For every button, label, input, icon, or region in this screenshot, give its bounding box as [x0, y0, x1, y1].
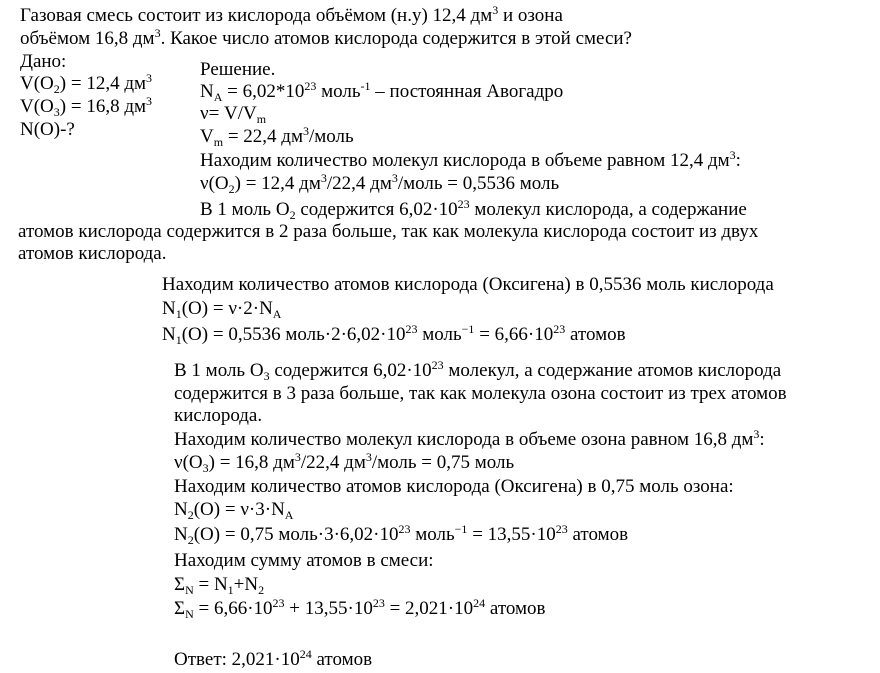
text-run: Находим сумму атомов в смеси:: [174, 550, 434, 571]
text-run: N: [200, 81, 214, 102]
superscript: 23: [372, 596, 385, 610]
subscript: A: [284, 508, 294, 522]
problem-line-1: [20, 3, 563, 26]
text-run: = 2,021·10: [384, 598, 474, 619]
subscript: 3: [263, 369, 270, 383]
text-run: Газовая смесь состоит из кислорода объёмом (н.у) 12,4 дм: [20, 5, 493, 26]
superscript: -1: [360, 79, 371, 93]
text-run: . Какое число атомов кислорода содержится в этой смеси?: [160, 28, 632, 49]
subscript: m: [213, 135, 224, 149]
text-run: атомов: [565, 324, 626, 345]
superscript: 3: [320, 171, 327, 185]
text-run: молекул кислорода, а содержание: [469, 199, 747, 220]
text-run: и озона: [498, 5, 563, 26]
subscript: A: [272, 307, 282, 321]
superscript: 3: [146, 94, 153, 108]
text-run: Решение.: [200, 59, 276, 80]
subscript: 2: [289, 208, 296, 222]
subscript: 2: [187, 533, 194, 547]
find-atoms-o2: [162, 275, 774, 294]
problem-line-2: [20, 26, 632, 49]
superscript: −1: [454, 522, 468, 536]
text-run: + 13,55·10: [284, 598, 373, 619]
text-run: моль: [316, 81, 361, 102]
text-run: ν(O: [174, 452, 203, 473]
superscript: 3: [146, 71, 153, 85]
find-molecules-o2: [200, 148, 741, 171]
text-run: :: [759, 429, 765, 450]
text-run: Σ: [174, 598, 186, 619]
text-run: молекул, а содержание атомов кислорода: [443, 360, 782, 381]
o3-paragraph-line-2: [174, 384, 787, 403]
superscript: 23: [555, 522, 568, 536]
text-run: ν(O: [200, 173, 229, 194]
o3-paragraph-line-3: [174, 406, 262, 425]
text-run: +N: [233, 574, 259, 595]
text-run: Находим количество атомов кислорода (Оксигена) в 0,75 моль озона:: [174, 476, 734, 497]
text-run: = 13,55·10: [467, 524, 556, 545]
superscript: 23: [405, 322, 418, 336]
subscript: m: [256, 112, 267, 126]
molar-volume: [200, 124, 354, 149]
subscript: 1: [175, 333, 182, 347]
n1-formula: [162, 298, 282, 321]
superscript: 3: [302, 124, 309, 138]
text-run: Находим количество молекул кислорода в объеме равном 12,4 дм: [200, 150, 730, 171]
text-run: :: [735, 150, 741, 171]
superscript: 3: [391, 171, 398, 185]
text-run: = 6,02*10: [222, 81, 305, 102]
subscript: 3: [53, 105, 60, 119]
text-run: /22,4 дм: [326, 173, 392, 194]
text-run: (O) = 0,5536 моль·2·6,02·10: [181, 324, 406, 345]
find-sum: [174, 551, 434, 570]
text-run: /моль = 0,75 моль: [371, 452, 515, 473]
n2-formula: [174, 499, 294, 522]
text-run: = 22,4 дм: [223, 126, 303, 147]
text-run: = 6,66·10: [193, 598, 273, 619]
text-run: N: [174, 524, 188, 545]
text-run: В 1 моль O: [200, 199, 290, 220]
subscript: 3: [202, 461, 209, 475]
text-run: моль: [417, 324, 462, 345]
sum-formula: [174, 574, 265, 597]
o2-paragraph-line-3: [18, 244, 167, 263]
nu-o3-calc: [174, 450, 515, 475]
superscript: 23: [398, 522, 411, 536]
text-run: ) = 12,4 дм: [59, 73, 147, 94]
find-molecules-o3: [174, 427, 765, 450]
superscript: 3: [294, 450, 301, 464]
text-run: атомов: [567, 524, 629, 545]
given-v-o3: [20, 94, 153, 119]
n2-calc: [174, 522, 629, 547]
superscript: 3: [365, 450, 372, 464]
subscript: 1: [227, 583, 234, 597]
superscript: 23: [272, 596, 285, 610]
given-title: [20, 52, 66, 71]
subscript: 2: [228, 182, 235, 196]
subscript: 2: [187, 508, 194, 522]
text-run: атомов кислорода.: [18, 243, 167, 264]
text-run: V(O: [20, 73, 54, 94]
superscript: 3: [729, 148, 736, 162]
subscript: 2: [53, 82, 60, 96]
superscript: 24: [299, 647, 312, 661]
superscript: 23: [431, 358, 444, 372]
o3-paragraph-line-1: [174, 358, 782, 383]
given-n-o: [20, 120, 75, 139]
text-run: – постоянная Авогадро: [370, 81, 564, 102]
o2-paragraph-line-2: [18, 222, 758, 241]
text-run: атомов: [311, 649, 373, 670]
text-run: объёмом 16,8 дм: [20, 28, 155, 49]
text-run: ) = 16,8 дм: [59, 96, 147, 117]
superscript: 23: [553, 322, 566, 336]
text-run: Находим количество молекул кислорода в объеме озона равном 16,8 дм: [174, 429, 754, 450]
nu-formula: [200, 103, 267, 126]
o2-paragraph-line-1: [200, 197, 747, 222]
avogadro-constant: [200, 79, 564, 104]
text-run: моль: [410, 524, 455, 545]
text-run: кислорода.: [174, 405, 263, 426]
text-run: N: [162, 324, 176, 345]
given-v-o2: [20, 71, 153, 96]
subscript: 1: [175, 307, 182, 321]
text-run: V(O: [20, 96, 54, 117]
sum-calc: [174, 596, 546, 621]
superscript: 23: [304, 79, 317, 93]
superscript: 24: [473, 596, 486, 610]
text-run: атомов кислорода содержится в 2 раза больше, так как молекула кислорода состоит из двух: [18, 221, 759, 242]
text-run: содержится 6,02·10: [269, 360, 432, 381]
subscript: N: [185, 583, 194, 597]
text-run: /22,4 дм: [300, 452, 366, 473]
text-run: Σ: [174, 574, 186, 595]
text-run: В 1 моль O: [174, 360, 264, 381]
text-run: ) = 16,8 дм: [208, 452, 295, 473]
superscript: 3: [753, 427, 760, 441]
text-run: N: [174, 499, 188, 520]
text-run: Ответ: 2,021·10: [174, 649, 300, 670]
nu-o2-calc: [200, 171, 560, 196]
n1-calc: [162, 322, 626, 347]
text-run: = 6,66·10: [474, 324, 554, 345]
text-run: ν= V/V: [200, 103, 257, 124]
text-run: ) = 12,4 дм: [234, 173, 321, 194]
text-run: N(O)-?: [20, 119, 75, 140]
text-run: V: [200, 126, 214, 147]
superscript: 3: [154, 26, 161, 40]
text-run: Дано:: [20, 51, 67, 72]
text-run: (O) = ν·2·N: [181, 298, 273, 319]
text-run: атомов: [485, 598, 546, 619]
text-run: = N: [193, 574, 228, 595]
subscript: 2: [258, 583, 265, 597]
superscript: 23: [457, 197, 470, 211]
superscript: −1: [461, 322, 475, 336]
text-run: /моль = 0,5536 моль: [397, 173, 560, 194]
text-run: N: [162, 298, 176, 319]
subscript: A: [213, 90, 223, 104]
find-atoms-o3: [174, 477, 734, 496]
solution-title: [200, 60, 275, 79]
text-run: (O) = ν·3·N: [193, 499, 285, 520]
subscript: N: [185, 607, 194, 621]
superscript: 3: [492, 3, 499, 17]
text-run: содержится в 3 раза больше, так как молекула озона состоит из трех атомов: [174, 383, 787, 404]
text-run: (O) = 0,75 моль·3·6,02·10: [193, 524, 399, 545]
answer: [174, 647, 373, 670]
text-run: содержится 6,02·10: [295, 199, 458, 220]
text-run: Находим количество атомов кислорода (Оксигена) в 0,5536 моль кислорода: [162, 274, 774, 295]
text-run: /моль: [308, 126, 354, 147]
